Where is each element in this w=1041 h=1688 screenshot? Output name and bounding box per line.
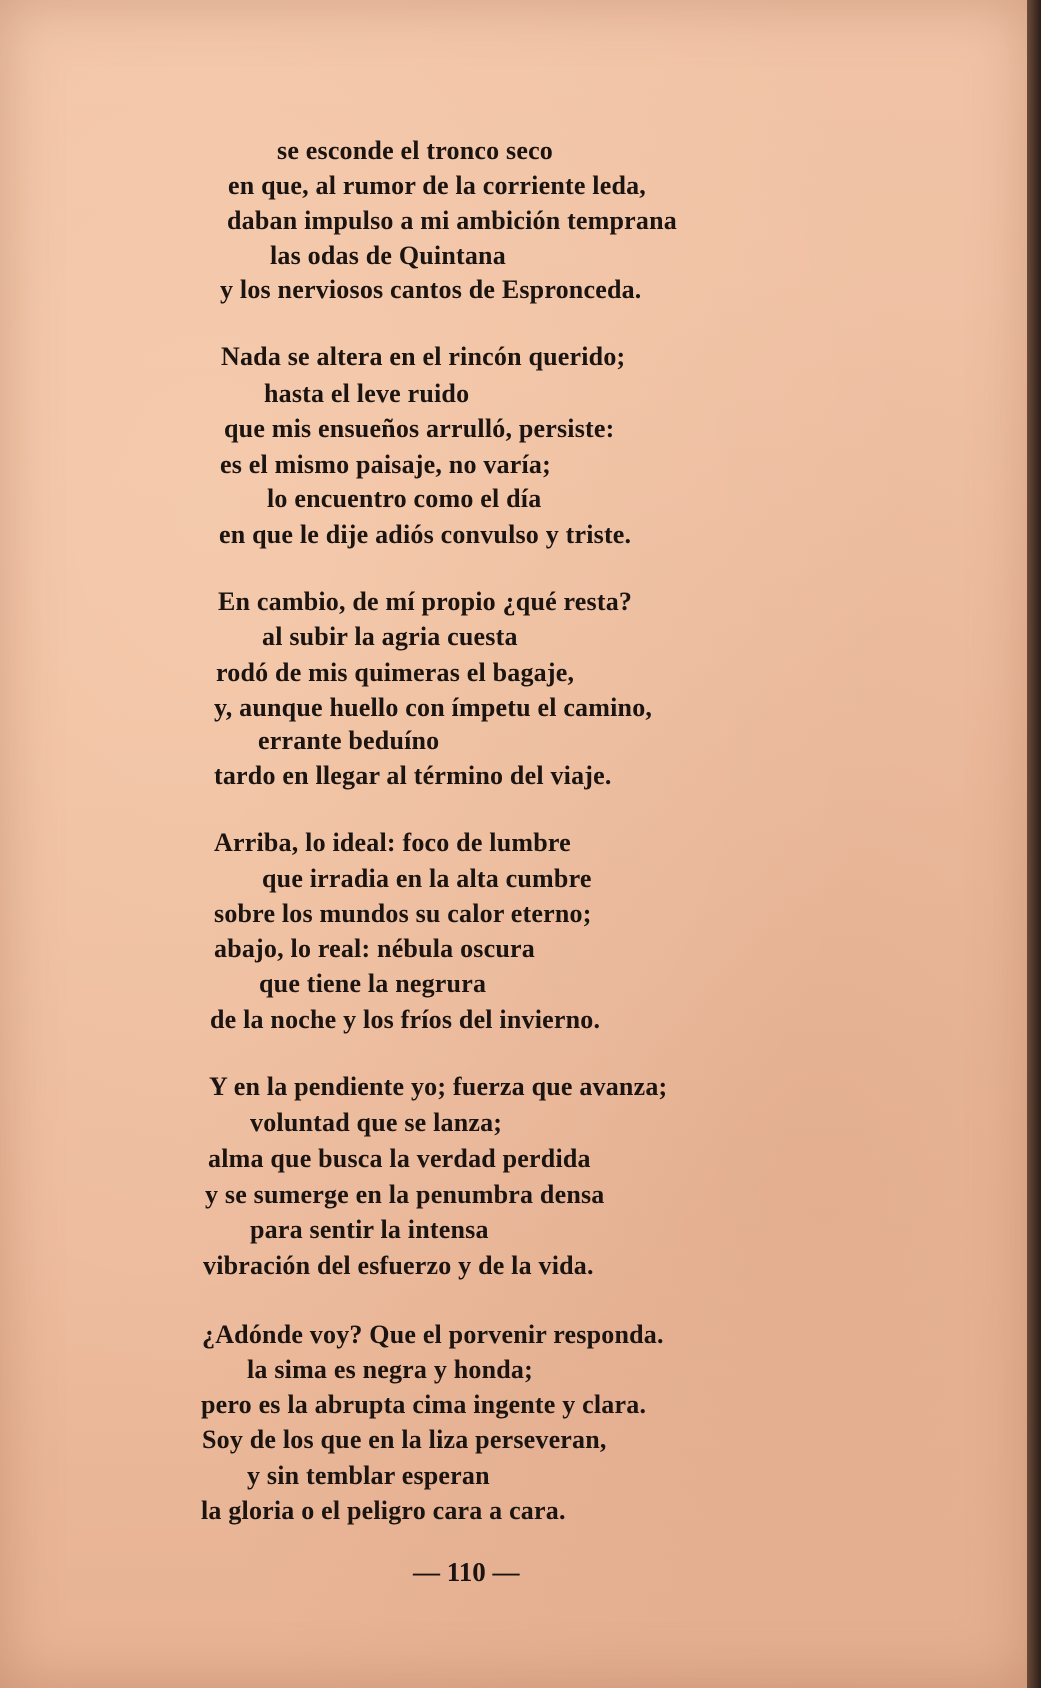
poem-line: para sentir la intensa [250,1215,489,1244]
poem-line: En cambio, de mí propio ¿qué resta? [218,587,633,616]
poem-line: ¿Adónde voy? Que el porvenir responda. [202,1320,664,1349]
poem-line: hasta el leve ruido [264,379,470,408]
page-number: — 110 — [413,1557,520,1587]
poem-line: voluntad que se lanza; [250,1108,503,1137]
poem-line: de la noche y los fríos del invierno. [210,1005,601,1034]
poem-line: alma que busca la verdad perdida [208,1144,591,1173]
poem-line: daban impulso a mi ambición temprana [227,206,677,235]
poem-line: sobre los mundos su calor eterno; [214,899,592,928]
page-edge [1027,0,1041,1688]
poem-line: que mis ensueños arrulló, persiste: [224,414,615,443]
poem-line: que tiene la negrura [259,969,487,998]
poem-line: se esconde el tronco seco [277,136,554,165]
poem-line: pero es la abrupta cima ingente y clara. [201,1390,647,1419]
poem-line: y los nerviosos cantos de Espronceda. [220,275,642,304]
poem-line: las odas de Quintana [270,241,506,270]
poem-line: rodó de mis quimeras el bagaje, [216,658,575,687]
poem-line: al subir la agria cuesta [262,622,518,651]
poem-line: Soy de los que en la liza perseveran, [202,1425,607,1454]
poem-line: errante beduíno [258,726,440,755]
poem-line: que irradia en la alta cumbre [262,864,592,893]
poem-line: en que le dije adiós convulso y triste. [219,520,632,549]
poem-line: Arriba, lo ideal: foco de lumbre [214,828,571,857]
poem-line: y se sumerge en la penumbra densa [205,1180,605,1209]
poem-line: abajo, lo real: nébula oscura [214,934,535,963]
poem-line: en que, al rumor de la corriente leda, [228,171,647,200]
poem-line: la gloria o el peligro cara a cara. [201,1496,566,1525]
poem-line: la sima es negra y honda; [247,1355,533,1384]
poem-line: vibración del esfuerzo y de la vida. [203,1251,594,1280]
poem-line: Nada se altera en el rincón querido; [221,342,626,371]
poem-line: lo encuentro como el día [267,484,542,513]
poem-line: y sin temblar esperan [247,1461,490,1490]
poem-line: y, aunque huello con ímpetu el camino, [214,693,653,722]
poem-line: tardo en llegar al término del viaje. [214,761,612,790]
poem-line: Y en la pendiente yo; fuerza que avanza; [209,1072,668,1101]
poem-line: es el mismo paisaje, no varía; [220,450,551,479]
